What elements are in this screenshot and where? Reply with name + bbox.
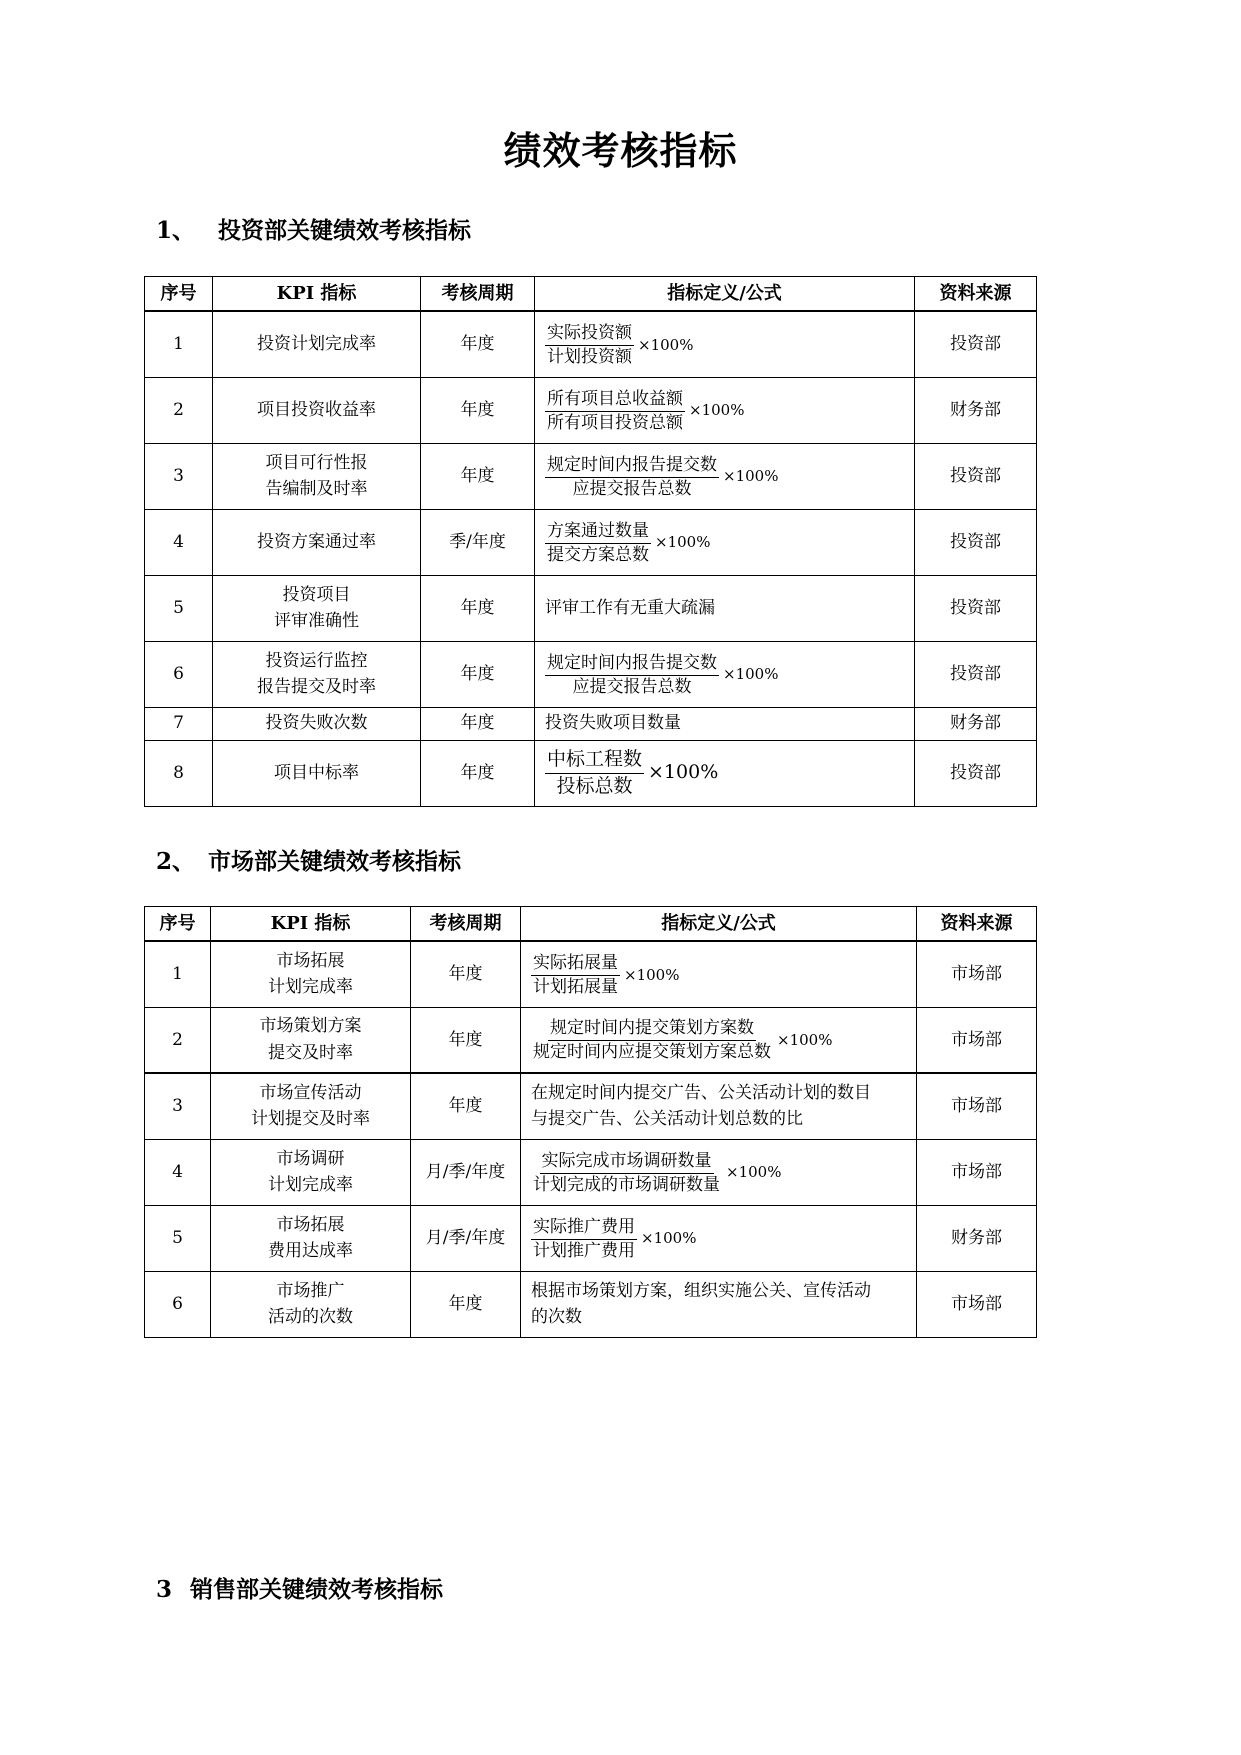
- period: 年度: [411, 1073, 521, 1139]
- fraction: [531, 1017, 773, 1064]
- kpi-name-line: 投资项目: [282, 584, 351, 605]
- row-number: 7: [145, 707, 213, 740]
- table-row: [145, 1073, 1037, 1139]
- multiplier: ×100%: [726, 1163, 782, 1182]
- header-no: 序号: [145, 907, 211, 942]
- denominator: 投标总数: [556, 774, 633, 797]
- formula: [531, 1017, 832, 1064]
- header-period: 考核周期: [411, 907, 521, 942]
- row-number: 1: [145, 311, 213, 377]
- data-source: 市场部: [917, 1271, 1037, 1337]
- denominator: 计划完成的市场调研数量: [533, 1174, 720, 1195]
- header-no: 序号: [145, 277, 213, 312]
- numerator: 规定时间内报告提交数: [545, 652, 719, 676]
- period: 年度: [421, 311, 535, 377]
- row-number: 5: [145, 1205, 211, 1271]
- kpi-name: [213, 575, 421, 641]
- marketing-kpi-table: [144, 906, 1037, 1338]
- definition-text: 投资失败项目数量: [545, 713, 681, 734]
- data-source: 投资部: [915, 509, 1037, 575]
- kpi-name: 投资计划完成率: [213, 311, 421, 377]
- denominator: 规定时间内应提交策划方案总数: [533, 1042, 771, 1063]
- denominator: 计划推广费用: [533, 1240, 635, 1261]
- definition: [535, 509, 915, 575]
- section-number: 1、: [156, 217, 196, 244]
- table-row: [145, 740, 1037, 806]
- fraction: [531, 1216, 637, 1263]
- header-kpi: KPI 指标: [213, 277, 421, 312]
- row-number: 3: [145, 1073, 211, 1139]
- formula: [531, 1150, 781, 1197]
- data-source: 财务部: [915, 377, 1037, 443]
- row-number: 8: [145, 740, 213, 806]
- fraction: [545, 388, 685, 435]
- kpi-name: [211, 1271, 411, 1337]
- data-source: 投资部: [915, 641, 1037, 707]
- numerator: 方案通过数量: [545, 520, 651, 544]
- kpi-name-line: 活动的次数: [268, 1307, 353, 1327]
- table-row: [145, 641, 1037, 707]
- table-row: [145, 1271, 1037, 1337]
- period: 月/季/年度: [411, 1205, 521, 1271]
- numerator: 所有项目总收益额: [545, 388, 685, 412]
- formula: [545, 388, 744, 435]
- section-heading-sales: [156, 1571, 443, 1604]
- data-source: 市场部: [917, 1139, 1037, 1205]
- definition-line: 的次数: [531, 1307, 582, 1327]
- definition-line: 在规定时间内提交广告、公关活动计划的数目: [531, 1082, 871, 1103]
- kpi-name: [211, 1007, 411, 1073]
- formula: [545, 747, 718, 799]
- row-number: 6: [145, 1271, 211, 1337]
- header-definition: 指标定义/公式: [521, 907, 917, 942]
- kpi-name: [211, 1205, 411, 1271]
- definition: [521, 1139, 917, 1205]
- multiplier: ×100%: [648, 761, 719, 784]
- row-number: 1: [145, 941, 211, 1007]
- section-title: 投资部关键绩效考核指标: [218, 217, 471, 244]
- table-header-row: [145, 907, 1037, 942]
- section-number: 2、: [156, 848, 196, 875]
- kpi-name: [213, 641, 421, 707]
- kpi-name-line: 计划提交及时率: [251, 1109, 370, 1130]
- formula: [545, 652, 778, 699]
- multiplier: ×100%: [689, 401, 745, 420]
- section-number: 3: [156, 1576, 173, 1603]
- table-row: [145, 1205, 1037, 1271]
- definition-text: 评审工作有无重大疏漏: [545, 597, 715, 618]
- definition: [535, 377, 915, 443]
- header-kpi: KPI 指标: [211, 907, 411, 942]
- multiplier: ×100%: [624, 965, 680, 984]
- kpi-name: [211, 941, 411, 1007]
- kpi-name-line: 市场拓展: [276, 950, 345, 971]
- definition: [535, 740, 915, 806]
- denominator: 计划投资额: [547, 346, 632, 367]
- row-number: 6: [145, 641, 213, 707]
- kpi-name-line: 投资运行监控: [265, 650, 368, 671]
- kpi-name-line: 评审准确性: [274, 611, 359, 631]
- denominator: 提交方案总数: [547, 544, 649, 565]
- multiplier: ×100%: [723, 665, 779, 684]
- fraction: [545, 520, 651, 567]
- definition: [535, 575, 915, 641]
- period: 年度: [411, 941, 521, 1007]
- fraction: [531, 1150, 722, 1197]
- kpi-name-line: 市场宣传活动: [259, 1082, 362, 1103]
- table-row: [145, 509, 1037, 575]
- kpi-name: 投资失败次数: [213, 707, 421, 740]
- period: 年度: [421, 575, 535, 641]
- kpi-name-line: 报告提交及时率: [257, 677, 376, 697]
- formula: [545, 322, 693, 369]
- data-source: 投资部: [915, 311, 1037, 377]
- kpi-name-line: 市场拓展: [276, 1214, 345, 1235]
- section-title: 市场部关键绩效考核指标: [208, 848, 461, 875]
- kpi-name-line: 市场推广: [276, 1280, 345, 1301]
- kpi-name: 项目投资收益率: [213, 377, 421, 443]
- data-source: 市场部: [917, 941, 1037, 1007]
- table-row: [145, 377, 1037, 443]
- multiplier: ×100%: [723, 467, 779, 486]
- definition: [521, 1007, 917, 1073]
- definition-line: 与提交广告、公关活动计划总数的比: [531, 1109, 803, 1130]
- formula: [531, 1216, 696, 1263]
- denominator: 应提交报告总数: [572, 676, 692, 697]
- definition: [535, 641, 915, 707]
- table-row: [145, 443, 1037, 509]
- fraction: [545, 747, 644, 799]
- investment-kpi-table: [144, 276, 1037, 807]
- multiplier: ×100%: [655, 533, 711, 552]
- table-row: [145, 311, 1037, 377]
- kpi-name-line: 费用达成率: [268, 1241, 353, 1261]
- formula: [531, 952, 679, 999]
- kpi-name: 项目中标率: [213, 740, 421, 806]
- formula: [545, 520, 710, 567]
- numerator: 实际拓展量: [531, 952, 620, 976]
- page-title: 绩效考核指标: [503, 128, 738, 173]
- row-number: 4: [145, 1139, 211, 1205]
- definition: [521, 1271, 917, 1337]
- header-source: 资料来源: [915, 277, 1037, 312]
- period: 年度: [411, 1007, 521, 1073]
- data-source: 投资部: [915, 740, 1037, 806]
- denominator: 所有项目投资总额: [547, 412, 683, 433]
- definition: [521, 1073, 917, 1139]
- period: 年度: [421, 443, 535, 509]
- data-source: 财务部: [917, 1205, 1037, 1271]
- fraction: [531, 952, 620, 999]
- formula: [545, 454, 778, 501]
- period: 月/季/年度: [411, 1139, 521, 1205]
- period: 年度: [421, 740, 535, 806]
- table-header-row: [145, 277, 1037, 312]
- kpi-name-line: 告编制及时率: [265, 479, 368, 499]
- numerator: 规定时间内报告提交数: [545, 454, 719, 478]
- kpi-name-line: 提交及时率: [268, 1042, 353, 1063]
- numerator: 中标工程数: [545, 747, 644, 774]
- definition: [521, 941, 917, 1007]
- multiplier: ×100%: [641, 1229, 697, 1248]
- kpi-name-line: 计划完成率: [268, 1175, 353, 1195]
- data-source: 财务部: [915, 707, 1037, 740]
- definition: [521, 1205, 917, 1271]
- kpi-name-line: 计划完成率: [268, 977, 353, 998]
- data-source: 投资部: [915, 575, 1037, 641]
- period: 季/年度: [421, 509, 535, 575]
- multiplier: ×100%: [638, 335, 694, 354]
- kpi-name-line: 市场策划方案: [259, 1016, 362, 1037]
- numerator: 实际推广费用: [531, 1216, 637, 1240]
- header-source: 资料来源: [917, 907, 1037, 942]
- row-number: 3: [145, 443, 213, 509]
- numerator: 实际投资额: [545, 322, 634, 346]
- header-definition: 指标定义/公式: [535, 277, 915, 312]
- table-row: [145, 575, 1037, 641]
- row-number: 5: [145, 575, 213, 641]
- section-heading-investment: [156, 212, 471, 245]
- section-heading-marketing: [156, 843, 461, 876]
- period: 年度: [421, 707, 535, 740]
- numerator: 实际完成市场调研数量: [540, 1150, 714, 1174]
- denominator: 计划拓展量: [533, 976, 618, 997]
- table-row: [145, 941, 1037, 1007]
- data-source: 市场部: [917, 1073, 1037, 1139]
- kpi-name: [213, 443, 421, 509]
- kpi-name: 投资方案通过率: [213, 509, 421, 575]
- data-source: 投资部: [915, 443, 1037, 509]
- period: 年度: [421, 377, 535, 443]
- fraction: [545, 454, 719, 501]
- period: 年度: [421, 641, 535, 707]
- fraction: [545, 652, 719, 699]
- definition: [535, 311, 915, 377]
- definition-text: [531, 1080, 916, 1133]
- table-row: [145, 707, 1037, 740]
- row-number: 2: [145, 1007, 211, 1073]
- kpi-name-line: 市场调研: [276, 1148, 345, 1169]
- table-row: [145, 1007, 1037, 1073]
- table-row: [145, 1139, 1037, 1205]
- kpi-name: [211, 1139, 411, 1205]
- fraction: [545, 322, 634, 369]
- header-period: 考核周期: [421, 277, 535, 312]
- definition-text: [531, 1278, 916, 1331]
- definition-line: 根据市场策划方案，组织实施公关、宣传活动: [531, 1280, 871, 1301]
- row-number: 4: [145, 509, 213, 575]
- definition: [535, 443, 915, 509]
- denominator: 应提交报告总数: [572, 478, 692, 499]
- data-source: 市场部: [917, 1007, 1037, 1073]
- kpi-name-line: 项目可行性报: [265, 452, 368, 473]
- multiplier: ×100%: [777, 1031, 833, 1050]
- numerator: 规定时间内提交策划方案数: [548, 1017, 756, 1041]
- period: 年度: [411, 1271, 521, 1337]
- row-number: 2: [145, 377, 213, 443]
- section-title: 销售部关键绩效考核指标: [190, 1576, 443, 1603]
- kpi-name: [211, 1073, 411, 1139]
- definition: [535, 707, 915, 740]
